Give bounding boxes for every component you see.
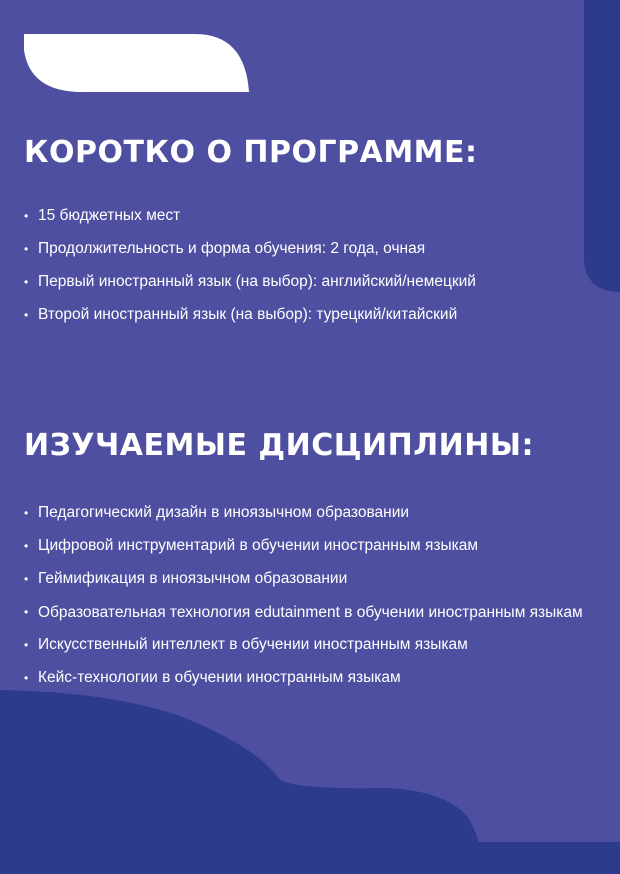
bullet-icon: • <box>24 605 29 619</box>
list-item: • Образовательная технология edutainment в обучении иностранным языкам <box>24 596 604 629</box>
bullet-icon: • <box>24 506 29 520</box>
list-item: • Кейс-технологии в обучении иностранным языкам <box>24 667 604 689</box>
bullet-icon: • <box>24 638 29 652</box>
list-item: • Первый иностранный язык (на выбор): английский/немецкий <box>24 271 604 293</box>
bullet-icon: • <box>24 242 29 256</box>
disciplines-list <box>24 502 604 700</box>
bullet-icon: • <box>24 209 29 223</box>
list-item: • Цифровой инструментарий в обучении иностранным языкам <box>24 535 604 557</box>
bullet-icon: • <box>24 275 29 289</box>
bullet-icon: • <box>24 572 29 586</box>
list-item: • 15 бюджетных мест <box>24 205 604 227</box>
list-item: • Продолжительность и форма обучения: 2 года, очная <box>24 238 604 260</box>
program-summary-list <box>24 205 604 337</box>
list-item: • Искусственный интеллект в обучении иностранным языкам <box>24 634 604 656</box>
list-item: • Геймификация в иноязычном образовании <box>24 568 604 590</box>
bullet-icon: • <box>24 308 29 322</box>
bullet-icon: • <box>24 671 29 685</box>
disciplines-heading: ИЗУЧАЕМЫЕ ДИСЦИПЛИНЫ: <box>24 428 534 463</box>
list-item: • Педагогический дизайн в иноязычном образовании <box>24 502 604 524</box>
program-summary-heading: КОРОТКО О ПРОГРАММЕ: <box>24 135 478 170</box>
list-item: • Второй иностранный язык (на выбор): турецкий/китайский <box>24 304 604 326</box>
bullet-icon: • <box>24 539 29 553</box>
